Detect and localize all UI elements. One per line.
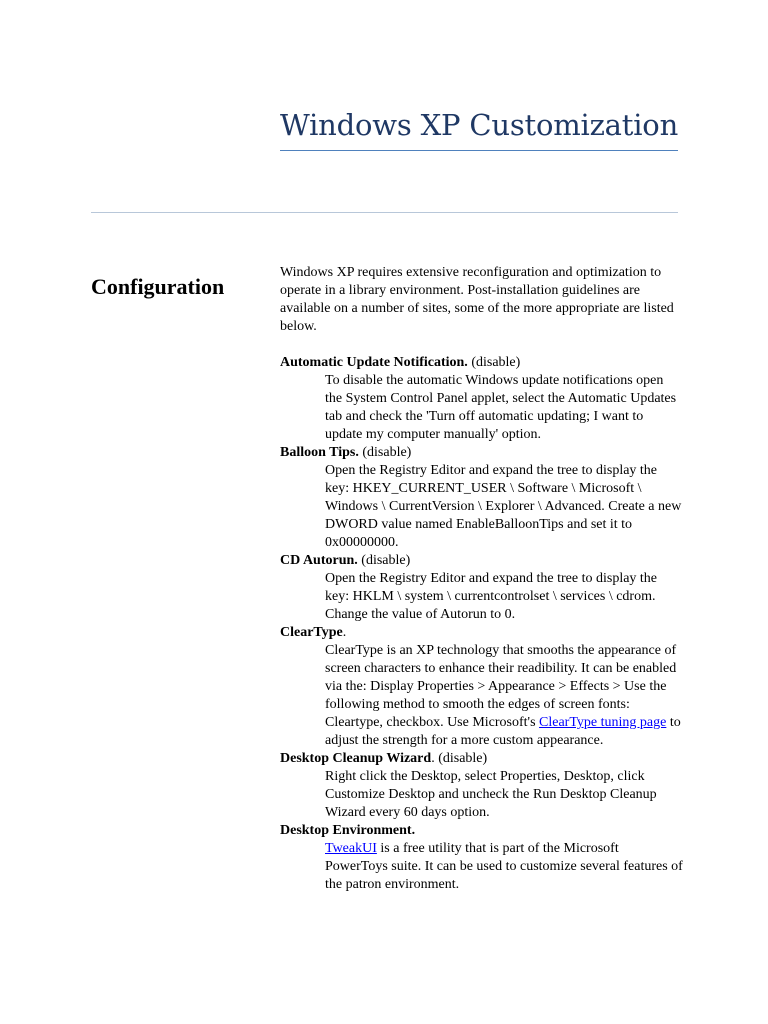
item-heading — [280, 354, 680, 372]
cleartype-tuning-link[interactable]: ClearType tuning page — [539, 715, 667, 730]
section-heading: Configuration — [91, 274, 225, 299]
item-name: Balloon Tips. — [280, 445, 359, 460]
item-suffix: (disable) — [358, 445, 412, 460]
item-description: To disable the automatic Windows update notifications open the System Control Panel applet, select the Automatic Updates tab and check the 'Turn off automatic updating; I want to update my computer manually' option. — [325, 373, 677, 442]
item-heading — [280, 624, 680, 642]
intro-paragraph: Windows XP requires extensive reconfiguration and optimization to operate in a library environment. Post-installation guidelines are available on a number of sites, some of the more appropriate are listed below. — [280, 265, 674, 334]
item-suffix: (disable) — [357, 553, 411, 568]
item-text-after-link: is a free utility that is part of the Microsoft PowerToys suite. It can be used to customize several features of the patron environment. — [325, 841, 683, 892]
item-name: Desktop Cleanup Wizard — [280, 751, 432, 766]
item-name: CD Autorun. — [280, 553, 358, 568]
item-text-after-link: to adjust the strength for a more custom appearance. — [325, 715, 681, 748]
item-suffix: (disable) — [467, 355, 521, 370]
item-suffix: . — [342, 625, 347, 640]
title-underline — [280, 150, 678, 151]
item-heading — [280, 822, 680, 840]
item-text-before-link: ClearType is an XP technology that smooths the appearance of screen characters to enhance their readibility. It can be enabled via the: Display Properties > Appearance > Effects > Use the following method to smooth the edges of screen fonts: Cleartype, checkbox. Use Microsoft's — [325, 643, 677, 730]
item-description — [325, 642, 683, 750]
item-heading — [280, 750, 680, 768]
section-content — [280, 264, 683, 894]
section-divider — [91, 212, 678, 213]
item-suffix: . (disable) — [431, 751, 488, 766]
tweakui-link[interactable]: TweakUI — [325, 841, 377, 856]
item-description — [325, 840, 683, 894]
document-title: Windows XP Customization — [280, 108, 679, 142]
item-name: Desktop Environment. — [280, 823, 416, 838]
item-heading — [280, 444, 680, 462]
item-description: Right click the Desktop, select Properties, Desktop, click Customize Desktop and uncheck the Run Desktop Cleanup Wizard every 60 days option. — [325, 769, 657, 820]
item-name: ClearType — [280, 625, 343, 640]
item-description: Open the Registry Editor and expand the tree to display the key: HKLM \ system \ currentcontrolset \ services \ cdrom. Change the value of Autorun to 0. — [325, 571, 658, 622]
item-name: Automatic Update Notification. — [280, 355, 468, 370]
item-description: Open the Registry Editor and expand the tree to display the key: HKEY_CURRENT_USER \ Software \ Microsoft \ Windows \ CurrentVersion \ Explorer \ Advanced. Create a new DWORD value named EnableBalloonTips and set it to 0x00000000. — [325, 463, 682, 550]
item-heading — [280, 552, 680, 570]
